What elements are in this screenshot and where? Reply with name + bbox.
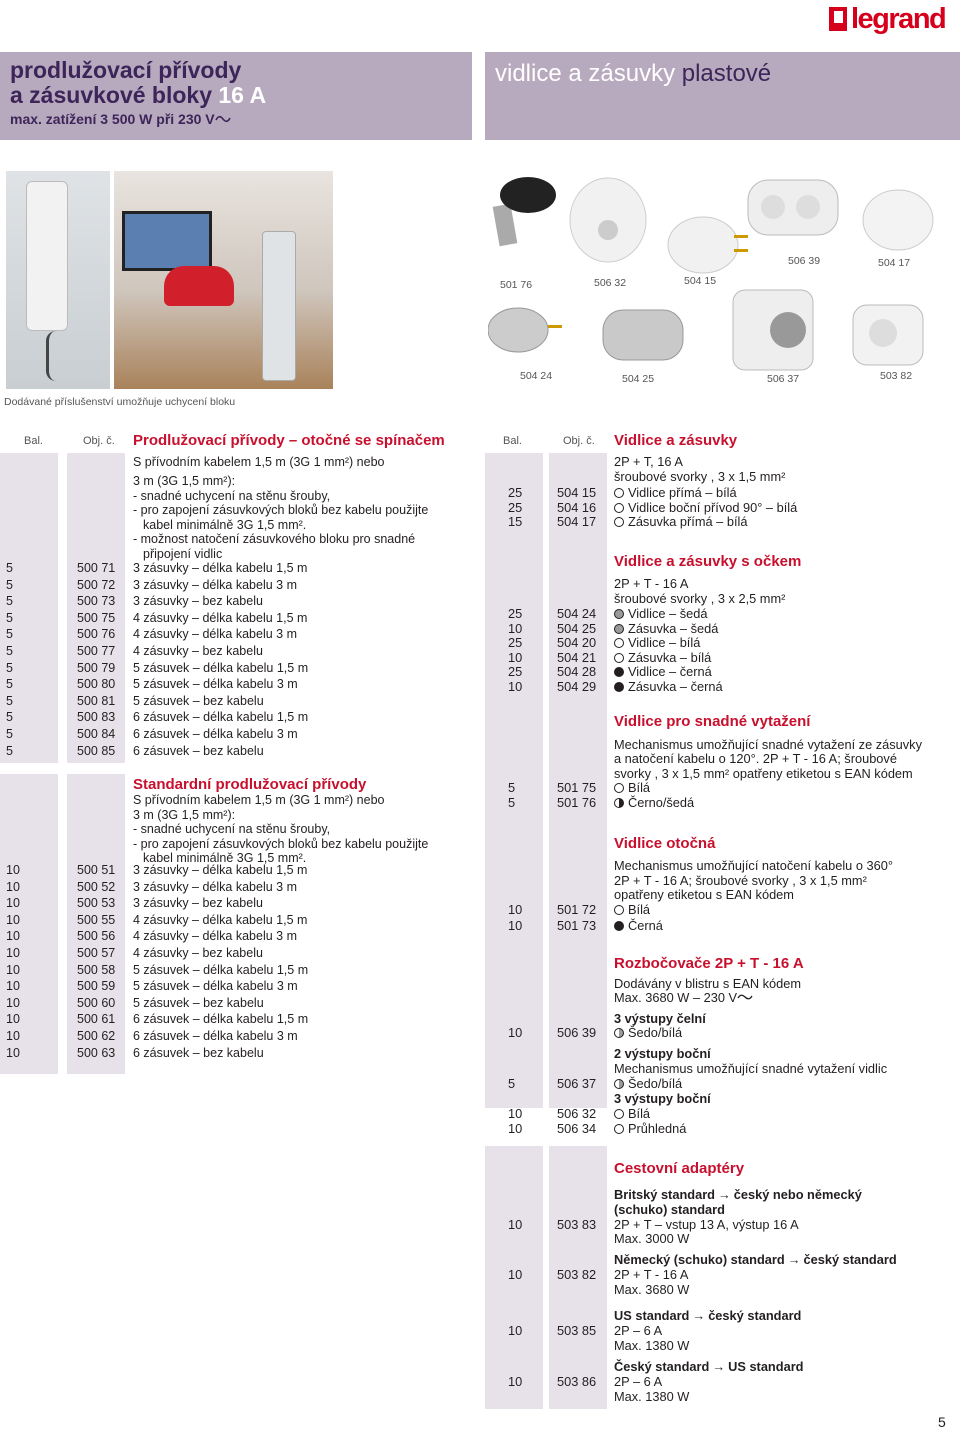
socket-504-25-image [603,310,683,360]
code-501-76: 501 76 [500,279,533,291]
table-row-obj: 500 60 [77,995,116,1010]
table-row-desc [614,515,748,530]
white-color-dot-icon [614,653,624,663]
plug-506-32-image [570,178,646,262]
table-row-obj: 503 85 [557,1323,597,1338]
adapter-title [614,1188,862,1203]
table-row-bal: 25 [508,499,523,515]
right-section-text [614,991,753,1006]
white-color-dot-icon [614,503,624,513]
table-row-bal: 25 [508,664,523,679]
adapter-title [614,1253,897,1268]
table-row-desc-text: Černá [628,917,663,933]
header-left-rating: 16 A [218,82,267,108]
table-row-obj: 500 57 [77,946,116,960]
table-row-bal: 10 [508,620,523,636]
code-506-37: 506 37 [767,373,800,385]
product-gallery [488,175,948,385]
table-row-bal: 5 [6,610,13,625]
adapter-spec: Max. 3000 W [614,1231,690,1246]
table-row-desc [614,1107,650,1122]
table-row-obj: 500 85 [77,743,116,758]
table-row-bal: 25 [508,485,523,500]
white-color-dot-icon [614,488,624,498]
table-row-obj: 504 20 [557,635,597,650]
adapter-spec: 2P + T – vstup 13 A, výstup 16 A [614,1216,799,1232]
table-row-desc: 3 zásuvky – délka kabelu 1,5 m [133,561,308,575]
table-row-bal: 10 [6,1045,20,1060]
table-row-bal: 10 [6,912,20,927]
table-row-bal: 10 [508,1267,523,1282]
table-row-desc: 4 zásuvky – bez kabelu [133,946,263,960]
left-section1-description-line: 3 m (3G 1,5 mm²): [133,474,236,488]
table-row-bal: 5 [6,561,13,575]
table-row-desc: 4 zásuvky – délka kabelu 3 m [133,627,297,642]
table-row-desc: 6 zásuvek – délka kabelu 3 m [133,1029,298,1043]
table-row-obj: 506 32 [557,1106,597,1121]
table-row-desc: 6 zásuvek – bez kabelu [133,743,264,758]
right-section-title: Vidlice otočná [614,835,716,852]
right-section-title: Vidlice a zásuvky [614,432,738,449]
table-row-bal: 5 [6,627,13,642]
table-row-obj: 500 56 [77,929,116,944]
table-row-bal: 5 [6,693,13,708]
cable-image [46,331,86,381]
table-row-desc: 5 zásuvek – délka kabelu 3 m [133,979,298,994]
header-left-line1: prodlužovací přívody [10,57,242,83]
table-row-desc-text: Vidlice – černá [628,664,712,679]
right-col-bal-header: Bal. [503,435,522,447]
half-color-dot-icon [614,798,624,808]
right-section-text: 2P + T - 16 A; šroubové svorky , 3 x 1,5 mm² [614,872,867,888]
greyhalf-color-dot-icon [614,1028,624,1038]
adapter-title-to: český nebo německý [733,1187,862,1202]
table-row-bal: 25 [508,635,523,650]
black-color-dot-icon [614,667,624,677]
right-section-text: 3 výstupy čelní [614,1011,706,1026]
adapter-spec: Max. 1380 W [614,1337,690,1353]
header-left [0,52,472,140]
right-section-text: Mechanismus umožňující snadné vytažení ze zásuvky [614,737,922,752]
table-row-bal: 5 [508,780,516,795]
power-strip-image [26,181,68,331]
table-row-obj: 500 76 [77,627,116,642]
table-row-desc-text: Zásuvka – šedá [628,620,719,636]
code-506-39: 506 39 [788,255,821,267]
header-right [485,52,960,140]
code-503-82: 503 82 [880,370,913,382]
table-row-desc-text: Bílá [628,780,651,795]
table-row-obj: 504 17 [557,514,597,530]
adapter-title [614,1309,801,1324]
table-row-obj: 501 76 [557,795,597,810]
white-color-dot-icon [614,1124,624,1134]
table-row-bal: 10 [508,1323,523,1338]
adapter-spec: Max. 3680 W [614,1281,690,1297]
table-row-desc: 4 zásuvky – bez kabelu [133,644,263,658]
table-row-obj: 500 72 [77,577,116,592]
white-color-dot-icon [614,905,624,915]
left-section2-description-line: S přívodním kabelem 1,5 m (3G 1 mm²) nebo [133,793,385,807]
table-row-desc [614,781,650,796]
table-row-bal: 5 [508,795,516,810]
table-row-desc-text: Vidlice – bílá [628,635,701,650]
table-row-bal: 10 [6,995,20,1010]
table-row-bal: 10 [508,1106,523,1121]
left-section2-description-line: - pro zapojení zásuvkových bloků bez kabelu použijte [133,836,429,851]
table-row-desc-text: Bílá [628,902,651,917]
plug-504-15-image [668,217,748,273]
table-row-obj: 500 53 [77,896,116,911]
plug-504-24-image [488,308,562,352]
table-row-desc: 5 zásuvek – bez kabelu [133,995,264,1010]
adapter-title-to: český standard [708,1308,802,1323]
arrow-right-icon: → [692,1308,706,1323]
table-row-obj: 500 83 [77,710,116,725]
table-row-desc [614,607,707,622]
table-row-bal: 5 [508,1076,516,1091]
adapter-title [614,1360,804,1375]
table-row-bal: 5 [6,644,13,658]
ac-tilde-icon [737,993,753,1002]
table-row-desc: 6 zásuvek – délka kabelu 1,5 m [133,1012,309,1027]
right-section-text: 3 výstupy boční [614,1091,711,1106]
table-row-obj: 500 73 [77,594,116,609]
table-row-obj: 500 58 [77,962,116,977]
table-row-obj: 504 25 [557,620,597,636]
table-row-bal: 10 [6,962,20,977]
table-row-obj: 504 24 [557,606,597,621]
table-row-bal: 5 [6,577,13,592]
grey-color-dot-icon [614,624,624,634]
left-section1-description-line: - snadné uchycení na stěnu šrouby, [133,488,331,503]
white-color-dot-icon [614,1109,624,1119]
table-row-obj: 500 52 [77,879,116,894]
socket-504-17-image [863,190,933,250]
table-row-obj: 500 77 [77,644,116,658]
table-row-bal: 10 [508,1216,523,1232]
right-section-text: a natočení kabelu o 120°. 2P + T - 16 A; šroubové [614,751,897,767]
table-row-bal: 10 [508,649,523,665]
table-row-obj: 501 73 [557,917,597,933]
right-section-text: šroubové svorky , 3 x 2,5 mm² [614,591,786,606]
table-row-bal: 10 [508,917,523,933]
table-row-bal: 10 [6,1029,20,1043]
table-row-obj: 500 62 [77,1029,116,1043]
adapter-title-from: Český standard [614,1359,710,1374]
table-row-desc-text: Průhledná [628,1120,687,1136]
table-row-bal: 10 [6,979,20,994]
product-images [488,175,948,385]
table-row-obj: 504 15 [557,485,597,500]
photo-power-strip-wall [6,171,110,389]
table-row-desc-text: Šedo/bílá [628,1076,683,1091]
table-row-obj: 506 34 [557,1120,597,1136]
table-row-bal: 5 [6,727,13,741]
table-row-desc: 5 zásuvek – délka kabelu 1,5 m [133,962,309,977]
adapter-spec: 2P + T - 16 A [614,1267,689,1282]
left-col-obj-header: Obj. č. [83,435,115,447]
table-row-desc: 4 zásuvky – délka kabelu 3 m [133,929,297,944]
table-row-obj: 501 75 [557,780,597,795]
table-row-desc: 6 zásuvek – délka kabelu 3 m [133,727,298,741]
arrow-right-icon: → [712,1359,726,1374]
header-right-subtitle: plastové [681,60,772,87]
black-color-dot-icon [614,921,624,931]
table-row-desc: 5 zásuvek – bez kabelu [133,693,264,708]
table-row-bal: 10 [6,1012,20,1027]
code-504-15: 504 15 [684,275,717,287]
socket-506-39-image [748,180,838,235]
white-color-dot-icon [614,517,624,527]
table-row-obj: 503 83 [557,1216,597,1232]
table-row-desc [614,636,700,651]
table-row-desc [614,622,718,637]
table-row-obj: 504 28 [557,664,597,679]
table-row-obj: 506 37 [557,1076,597,1091]
table-row-desc-text: Vidlice přímá – bílá [628,485,737,500]
left-section2-description-line: - snadné uchycení na stěnu šrouby, [133,822,331,836]
table-row-desc: 4 zásuvky – délka kabelu 1,5 m [133,610,308,625]
page-number: 5 [938,1414,946,1429]
code-504-25: 504 25 [622,373,655,385]
left-section2-title: Standardní prodlužovací přívody [133,776,367,793]
table-row-obj: 500 79 [77,660,116,675]
right-section-title: Rozbočovače 2P + T - 16 A [614,955,804,972]
right-section-title: Vidlice a zásuvky s očkem [614,553,802,570]
left-section2-description-line: kabel minimálně 3G 1,5 mm². [143,851,307,865]
right-section-text: šroubové svorky , 3 x 1,5 mm² [614,469,786,484]
adapter-title-from: US standard [614,1308,690,1323]
left-section1-description-line: - možnost natočení zásuvkového bloku pro snadné [133,532,416,546]
table-row-obj: 504 21 [557,649,597,665]
right-section-text: 2P + T, 16 A [614,454,683,469]
table-row-desc [614,486,737,501]
adapter-title-from: Britský standard [614,1187,715,1202]
table-row-obj: 500 71 [77,561,116,575]
arrow-right-icon: → [718,1187,731,1202]
table-row-bal: 5 [6,594,13,609]
legrand-logo [829,4,945,34]
table-row-desc: 4 zásuvky – délka kabelu 1,5 m [133,912,308,927]
arrow-right-icon: → [787,1252,801,1267]
greyhalf-color-dot-icon [614,1079,624,1089]
table-row-obj: 500 80 [77,677,116,692]
table-row-bal: 10 [6,946,20,960]
table-row-bal: 10 [6,879,20,894]
table-row-bal: 5 [6,743,13,758]
adapter-title-from: Německý (schuko) standard [614,1252,785,1267]
table-row-bal: 10 [6,896,20,911]
grey-color-dot-icon [614,609,624,619]
adapter-503-82-image [853,305,923,365]
left-section2-description-line: 3 m (3G 1,5 mm²): [133,807,236,822]
table-row-obj: 501 72 [557,902,597,917]
table-row-desc: 6 zásuvek – bez kabelu [133,1045,264,1060]
table-row-obj: 500 81 [77,693,116,708]
table-row-bal: 10 [6,929,20,944]
table-row-desc [614,665,712,680]
table-row-bal: 10 [508,678,523,694]
right-section-text: 2 výstupy boční [614,1046,711,1061]
table-row-desc-text: Černo/šedá [628,795,695,810]
table-row-obj: 506 39 [557,1025,597,1040]
table-row-obj: 500 55 [77,912,116,927]
adapter-title-cont: (schuko) standard [614,1201,725,1217]
photo-caption: Dodávané příslušenství umožňuje uchycení bloku [4,396,236,408]
brand-name: legrand [851,3,946,35]
table-row-obj: 504 29 [557,678,597,694]
adapter-spec: 2P – 6 A [614,1374,663,1389]
table-row-bal: 25 [508,606,523,621]
table-row-desc-text: Zásuvka přímá – bílá [628,514,748,530]
table-row-desc-text: Vidlice – šedá [628,606,708,621]
header-left-line3: max. zatížení 3 500 W při 230 V [10,111,215,127]
right-section-text: 2P + T - 16 A [614,576,689,591]
black-color-dot-icon [614,682,624,692]
table-row-obj: 500 51 [77,863,116,877]
vertical-strip-image [262,231,296,381]
table-row-desc [614,903,650,918]
table-row-bal: 5 [6,660,13,675]
table-row-desc [614,1026,682,1041]
table-row-desc: 3 zásuvky – délka kabelu 3 m [133,577,297,592]
left-section1-title: Prodlužovací přívody – otočné se spínačem [133,432,445,449]
white-color-dot-icon [614,783,624,793]
white-color-dot-icon [614,638,624,648]
adapter-title-to: český standard [803,1252,897,1267]
table-row-desc: 3 zásuvky – délka kabelu 3 m [133,879,297,894]
table-row-bal: 5 [6,710,13,725]
table-row-obj: 503 86 [557,1374,597,1389]
max-power-text: Max. 3680 W – 230 V [614,990,738,1005]
left-section1-description-line: kabel minimálně 3G 1,5 mm². [143,517,307,532]
right-section-text: Mechanismus umožňující snadné vytažení vidlic [614,1061,888,1076]
table-row-desc-text: Zásuvka – černá [628,678,723,694]
right-section-text: Dodávány v blistru s EAN kódem [614,976,802,991]
header-left-line2: a zásuvkové bloky [10,82,212,108]
adapter-spec: Max. 1380 W [614,1388,690,1404]
red-chair-image [164,266,234,306]
legrand-logo-icon [829,7,847,31]
table-row-obj: 500 84 [77,727,116,741]
table-row-desc [614,919,663,934]
table-row-desc [614,651,711,666]
plug-501-76-image [493,177,556,246]
left-section1-description-line: připojení vidlic [143,546,223,561]
table-row-desc-text: Šedo/bílá [628,1025,683,1040]
right-section-text: svorky , 3 x 1,5 mm² opatřeny etiketou s EAN kódem [614,765,913,781]
right-col-obj-header: Obj. č. [563,435,595,447]
code-504-17: 504 17 [878,257,911,269]
table-row-desc [614,1077,682,1092]
photo-room-scene [114,171,333,389]
table-row-bal: 10 [508,1374,523,1389]
table-row-bal: 5 [6,677,13,692]
code-504-24: 504 24 [520,370,553,382]
left-col-bal-header: Bal. [24,435,43,447]
table-row-desc [614,1122,686,1137]
table-row-bal: 10 [508,1120,523,1136]
ac-tilde-icon [215,114,231,124]
table-row-desc: 5 zásuvek – délka kabelu 3 m [133,677,298,692]
right-section-text: opatřeny etiketou s EAN kódem [614,887,794,902]
left-section1-description-line: - pro zapojení zásuvkových bloků bez kabelu použijte [133,503,429,517]
table-row-desc: 6 zásuvek – délka kabelu 1,5 m [133,710,309,725]
table-row-desc: 3 zásuvky – bez kabelu [133,896,263,911]
right-section-title: Cestovní adaptéry [614,1160,745,1177]
table-row-bal: 10 [6,863,20,877]
table-row-obj: 500 75 [77,610,116,625]
table-row-desc [614,680,723,695]
table-row-bal: 10 [508,902,523,917]
table-row-desc [614,501,797,516]
table-row-desc-text: Bílá [628,1106,651,1121]
table-row-obj: 504 16 [557,499,597,515]
table-row-bal: 15 [508,514,523,530]
header-right-title: vidlice a zásuvky [495,60,676,87]
table-row-desc: 3 zásuvky – délka kabelu 1,5 m [133,863,308,877]
adapter-title-to: US standard [728,1359,804,1374]
adapter-spec: 2P – 6 A [614,1323,663,1338]
code-506-32: 506 32 [594,277,627,289]
right-section-title: Vidlice pro snadné vytažení [614,713,811,730]
adapter-506-37-image [733,290,813,370]
table-row-desc: 5 zásuvek – délka kabelu 1,5 m [133,660,309,675]
table-row-desc [614,796,694,811]
table-row-desc-text: Zásuvka – bílá [628,649,712,665]
table-row-bal: 10 [508,1025,523,1040]
table-row-desc-text: Vidlice boční přívod 90° – bílá [628,499,798,515]
tv-image [122,211,212,271]
table-row-obj: 500 59 [77,979,116,994]
table-row-obj: 503 82 [557,1267,597,1282]
table-row-obj: 500 61 [77,1012,116,1027]
right-section-text: Mechanismus umožňující natočení kabelu o 360° [614,858,893,873]
table-row-desc: 3 zásuvky – bez kabelu [133,594,263,609]
left-section1-description-line: S přívodním kabelem 1,5 m (3G 1 mm²) nebo [133,455,385,469]
table-row-obj: 500 63 [77,1045,116,1060]
